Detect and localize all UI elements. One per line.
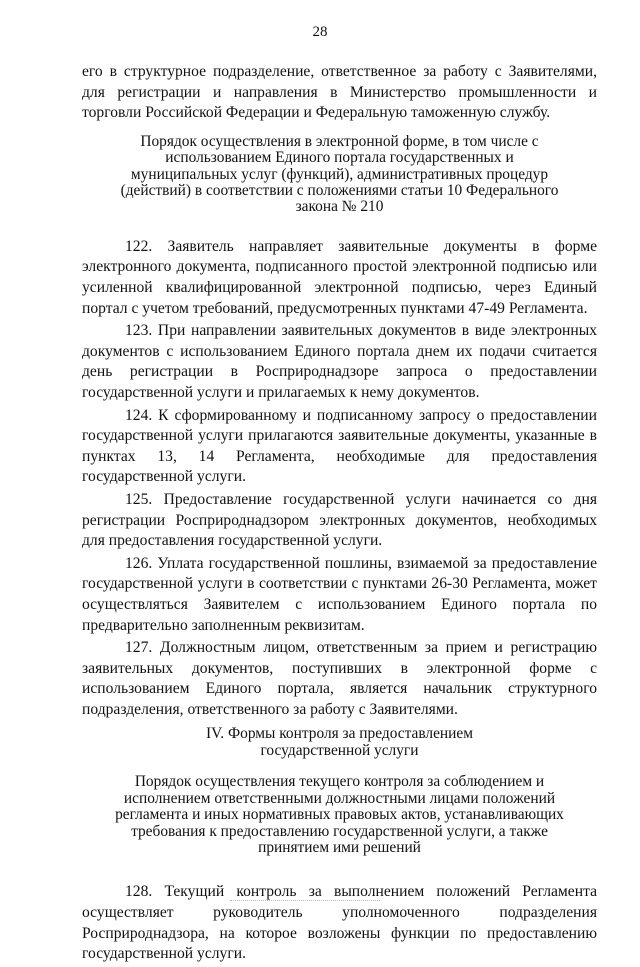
paragraph-125: 125. Предоставление государственной услуги начинается со дня регистрации Росприроднадзором электронных документов, необходимых для предоставления государственной услуги. [82, 490, 597, 550]
heading-electronic-procedures: Порядок осуществления в электронной форме, в том числе с использованием Единого портала государственных и муниципальных услуг (функций), административных процедур (действий) в соответствии с положениями статьи 10 Федерального закона № 210 [120, 132, 559, 216]
heading-section-iv: IV. Формы контроля за предоставлением государственной услуги [206, 725, 473, 759]
paragraph-122: 122. Заявитель направляет заявительные документы в форме электронного документа, подписанного простой электронной подписью или усиленной квалифицированной электронной подписью, через Единый портал с учетом требований, предусмотренных пунктами 47-49 Регламента. [82, 237, 597, 317]
page-number: 28 [312, 24, 328, 40]
heading-current-control: Порядок осуществления текущего контроля за соблюдением и исполнением ответственными должностными лицами положений регламента и иных нормативных правовых актов, устанавливающих требования к предоставлению государственной услуги, а также принятием ими решений [115, 773, 564, 856]
paragraph-124: 124. К сформированному и подписанному запросу о предоставлении государственной услуги прилагаются заявительные документы, указанные в пунктах 13, 14 Регламента, необходимые для предоставления государственной услуги. [82, 406, 597, 486]
paragraph-126: 126. Уплата государственной пошлины, взимаемой за предоставление государственной услуги в соответствии с пунктами 26-30 Регламента, может осуществляться Заявителем с использованием Единого портала по предварительно заполненным реквизитам. [82, 554, 597, 634]
paragraph-127: 127. Должностным лицом, ответственным за прием и регистрацию заявительных документов, поступивших в электронной форме с использованием Единого портала, является начальник структурного подразделения, ответственного за работу с Заявителями. [82, 639, 597, 718]
scan-edge-mark [230, 900, 380, 903]
paragraph-123: 123. При направлении заявительных документов в виде электронных документов с использованием Единого портала днем их подачи считается день регистрации в Росприроднадзоре запроса о предоставлении государственной услуги и прилагаемых к нему документов. [82, 322, 597, 401]
paragraph-128: 128. Текущий контроль за выполнением положений Регламента осуществляет руководитель уполномоченного подразделения Росприроднадзора, на которое возложены функции по предоставлению государственной услуги. [82, 883, 597, 963]
paragraph-continuation: его в структурное подразделение, ответственное за работу с Заявителями, для регистрации и направления в Министерство промышленности и торговли Российской Федерации и Федеральную таможенную службу. [82, 63, 597, 122]
page-content [82, 62, 597, 967]
